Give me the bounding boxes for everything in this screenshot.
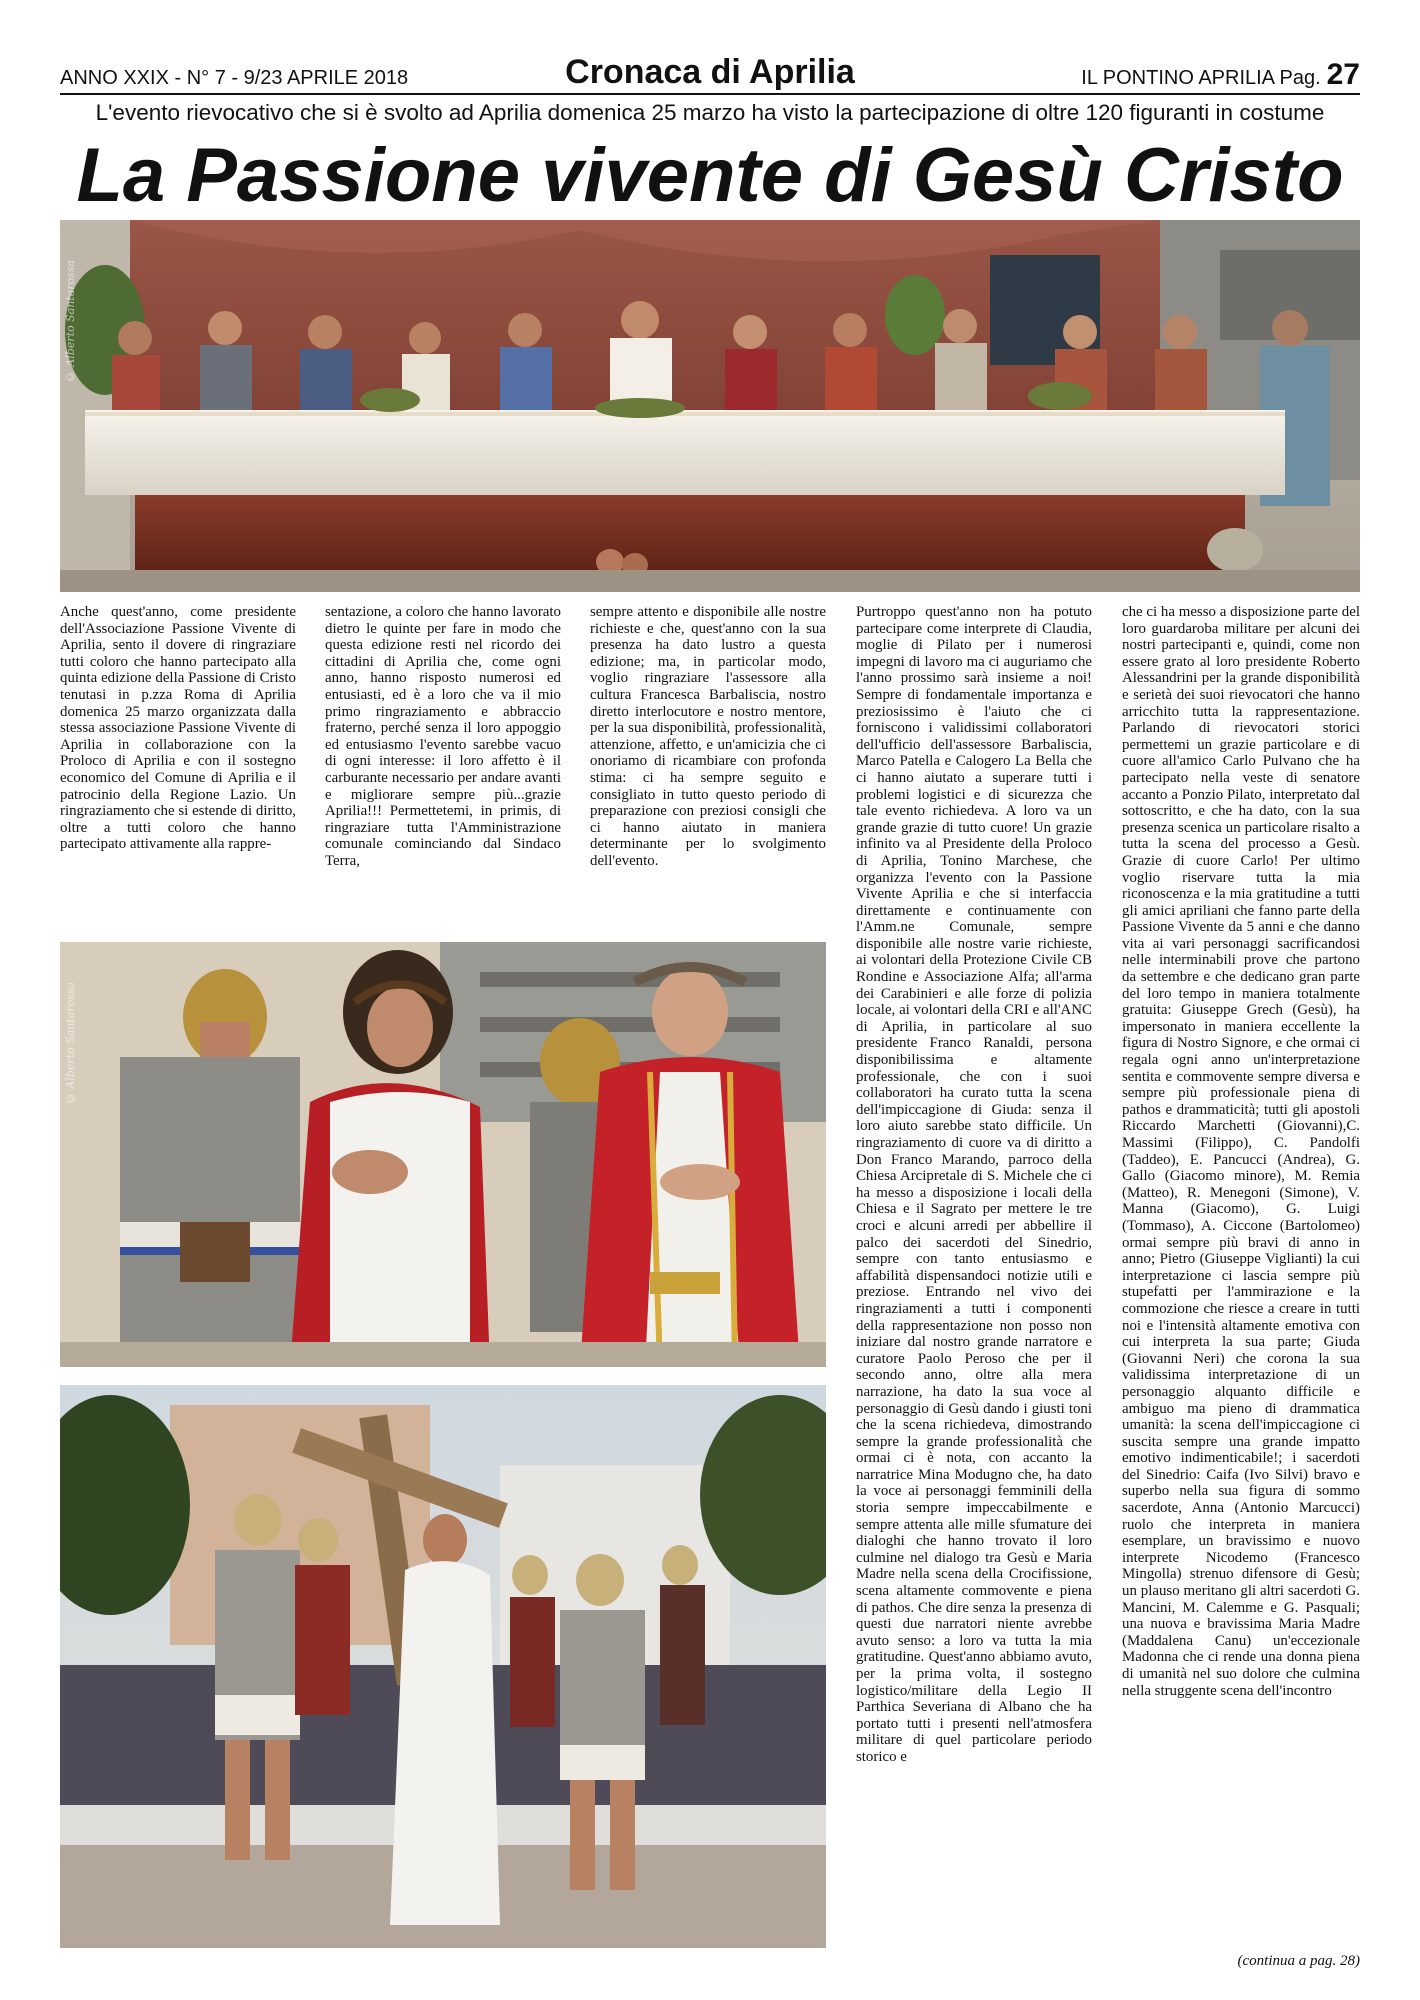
column-2-text: sentazione, a coloro che hanno lavorato dietro le quinte per fare in modo che questa edizione resti nel ricordo dei cittadini di Aprilia che, come ogni anno, hanno risposto numerosi ed entusiasti, ed è a loro che va il mio primo ringraziamento e abbraccio fraterno, perché senza il loro appoggio ed entusiasmo l'evento sarebbe vacuo di ogni interesse: il loro affetto è il carburante necessario per andare avanti e migliorare sempre più...grazie Aprilia!!! Permettetemi, in primis, di ringraziare tutta l'Amministrazione comunale cominciando dal Sindaco Terra, bbox=[325, 604, 561, 869]
page-number: 27 bbox=[1326, 58, 1360, 91]
photo-via-crucis bbox=[60, 1385, 826, 1948]
section-title: Cronaca di Aprilia bbox=[565, 53, 855, 91]
via-crucis-illustration bbox=[60, 1385, 826, 1948]
last-supper-illustration bbox=[60, 220, 1360, 592]
photo-jesus-pilate bbox=[60, 942, 826, 1367]
column-5-text: che ci ha messo a disposizione parte del loro guardaroba militare per alcuni dei nostri partecipanti e, quindi, come non essere grato al loro presidente Roberto Alessandrini per la grande disponibilità e serietà dei suoi rievocatori che hanno arricchito tutta la rappresentazione. Parlando di rievocatori storici permettemi un grazie particolare e di cuore all'amico Carlo Pulvano che ha partecipato nella veste di senatore accanto a Ponzio Pilato, interpretato dal sottoscritto, e che ha dato, con la sua presenza scenica un particolare risalto a tutta la scena del processo a Gesù. Grazie di cuore Carlo! Per ultimo voglio riservare tutta la mia riconoscenza e la mia gratitudine a tutti gli amici apriliani che fanno parte della Passione Vivente da 5 anni e che danno vita ai vari personaggi sacrificandosi nelle interminabili prove che partono da settembre e che dedicano gran parte del loro tempo in maniera totalmente gratuita: Giuseppe Grech (Gesù), ha impersonato in maniera eccellente la figura di Nostro Signore, e che ormai ci regala ogni anno un'interpretazione sentita e commovente sempre diversa e sempre più professionale piena di pathos e drammaticità; tutti gli apostoli Riccardo Marchetti (Giovanni),C. Massimi (Filippo), C. Pandolfi (Taddeo), E. Pancucci (Andrea), G. Gallo (Giacomo minore), M. Remia (Matteo), R. Menegoni (Simone), V. Manna (Giacomo), G. Luigi (Tommaso), A. Ciccone (Bartolomeo) ormai sempre più bravi di anno in anno; Pietro (Giuseppe Viglianti) la cui interpretazione ci lascia sempre più stupefatti per l'ammirazione e la commozione che riesce a creare in tutti noi e l'intensità altamente emotiva con cui interpreta la sua parte; Giuda (Giovanni Neri) che corona la sua validissima interpretazione di un personaggio alquanto difficile e ambiguo ma pieno di drammatica umanità: la scena dell'impiccagione ci suscita sempre una grande impatto emotivo indimenticabile!; i sacerdoti del Sinedrio: Caifa (Ivo Silvi) bravo e superbo nella sua figura di sommo sacerdote, Anna (Antonio Marcucci) ruolo che interpreta in maniera esemplare, un bravissimo e nuovo interprete Nicodemo (Francesco Mingolla) strenuo difensore di Gesù; un plauso meritano gli altri sacerdoti G. Mancini, M. Calemme e G. Pasquali; una nuova e bravissima Maria Madre (Maddalena Canu) un'eccezionale Madonna che ci rende una donna piena di umanità nel suo dolore che culmina nella struggente scena dell'incontro bbox=[1122, 604, 1360, 1699]
header-rule bbox=[60, 93, 1360, 95]
jesus-pilate-illustration bbox=[60, 942, 826, 1367]
paper-page bbox=[1081, 58, 1360, 92]
photo-2-watermark: © Alberto Santarossa bbox=[64, 982, 77, 1106]
column-4-text: Purtroppo quest'anno non ha potuto partecipare come interprete di Claudia, moglie di Pilato per i numerosi impegni di lavoro ma ci auguriamo che l'anno prossimo sarà insieme a noi! Sempre di fondamentale importanza e preziosissimo è l'aiuto che ci forniscono i validissimi collaboratori dell'ufficio dell'assessore Barbaliscia, Marco Patella e Calogero La Bella che ci hanno aiutato a superare tutti i problemi logistici e di sicurezza che tale evento richiedeva. A loro va un grande grazie di tutto cuore! Un grazie infinito va al Presidente della Proloco di Aprilia, Tonino Marchese, che organizza l'evento con la Passione Vivente Aprilia e che si interfaccia direttamente e continuamente con l'Amm.ne Comunale, sempre disponibile alle nostre varie richieste, ai volontari della Protezione Civile CB Rondine e Associazione Alfa; all'arma dei Carabinieri e alle forze di polizia locale, ai volontari della CRI e all'ANC di Aprilia, in particolare al suo presidente Franco Ranaldi, persona disponibilissima e altamente professionale, che con i suoi collaboratori ha curato tutta la scena dell'impiccagione di Giuda: senza il loro aiuto sarebbe stato difficile. Un ringraziamento di cuore va di diritto a Don Franco Marando, parroco della Chiesa Arcipretale di S. Michele che ci ha messo a disposizione i locali della Chiesa e il Sagrato per mettere le tre croci e alcuni arredi per abbellire il palco dei sacerdoti del Sinedrio, sempre con tanto entusiasmo e affabilità dispensandoci notizie utili e preziose. Entrando nel vivo dei ringraziamenti a tutti i componenti della rappresentazione non posso non iniziare dal nostro grande narratore e curatore Paolo Peroso che per il secondo anno, oltre alla mera narrazione, ha dato la sua voce al personaggio di Gesù dando i giusti toni che la scena richiedeva, dimostrando sempre la grande professionalità che ormai ci è nota, con accanto la narratrice Mina Modugno che, ha dato la voce ai personaggi femminili della storia sempre impeccabilmente e sempre attenta alle mille sfumature dei dialoghi che hanno trovato il loro culmine nel dialogo tra Gesù e Maria Madre nella scena della Crocifissione, scena altamente commovente e piena di pathos. Che dire senza la presenza di questi due narratori niente avrebbe avuto senso: a loro va tutta la mia gratitudine. Quest'anno abbiamo avuto, per la prima volta, il sostegno logistico/militare della Legio II Parthica Severiana di Albano che ha portato tutti i presenti nell'atmosfera militare di quel particolare periodo storico e bbox=[856, 604, 1092, 1765]
article-column-5 bbox=[1122, 604, 1360, 1948]
article-column-4 bbox=[856, 604, 1092, 1948]
jesus-carrying-cross bbox=[390, 1514, 500, 1925]
issue-info: ANNO XXIX - N° 7 - 9/23 APRILE 2018 bbox=[60, 67, 409, 89]
article-kicker: L'evento rievocativo che si è svolto ad Aprilia domenica 25 marzo ha visto la partecipazione di oltre 120 figuranti in costume bbox=[95, 100, 1325, 125]
paper-name: IL PONTINO APRILIA Pag. bbox=[1081, 67, 1321, 89]
photo-watermark: © Alberto Santarossa bbox=[64, 260, 77, 384]
column-3-text: sempre attento e disponibile alle nostre richieste e che, quest'anno con la sua presenza ha dato lustro a questa edizione; ma, in particolar modo, voglio ringraziare l'assessore alla cultura Francesca Barbaliscia, nostro diretto interlocutore e nostro mentore, per la sua disponibilità, professionalità, attenzione, affetto, e un'amicizia che ci onoriamo di ricambiare con profonda stima: ci ha sempre seguito e consigliato in tutto questo periodo di preparazione con preziosi consigli che ci hanno aiutato in maniera determinante per lo svolgimento dell'evento. bbox=[590, 604, 826, 869]
article-column-2 bbox=[325, 604, 561, 932]
article-column-3 bbox=[590, 604, 826, 932]
page-header bbox=[60, 54, 1360, 94]
article-title: La Passione vivente di Gesù Cristo bbox=[76, 133, 1344, 218]
article-column-1 bbox=[60, 604, 296, 932]
column-1-text: Anche quest'anno, come presidente dell'Associazione Passione Vivente di Aprilia, sento il dovere di ringraziare tutti coloro che hanno partecipato alla quinta edizione della Passione di Cristo tenutasi in p.zza Roma di Aprilia domenica 25 marzo organizzata dalla stessa associazione Passione Vivente di Aprilia in collaborazione con la Proloco di Aprilia e con il sostegno economico del Comune di Aprilia e il patrocinio della Regione Lazio. Un ringraziamento che si estende di diritto, oltre a tutti coloro che hanno partecipato attivamente alla rappre- bbox=[60, 604, 296, 853]
photo-last-supper bbox=[60, 220, 1360, 592]
continued-note: (continua a pag. 28) bbox=[1237, 1953, 1360, 1969]
